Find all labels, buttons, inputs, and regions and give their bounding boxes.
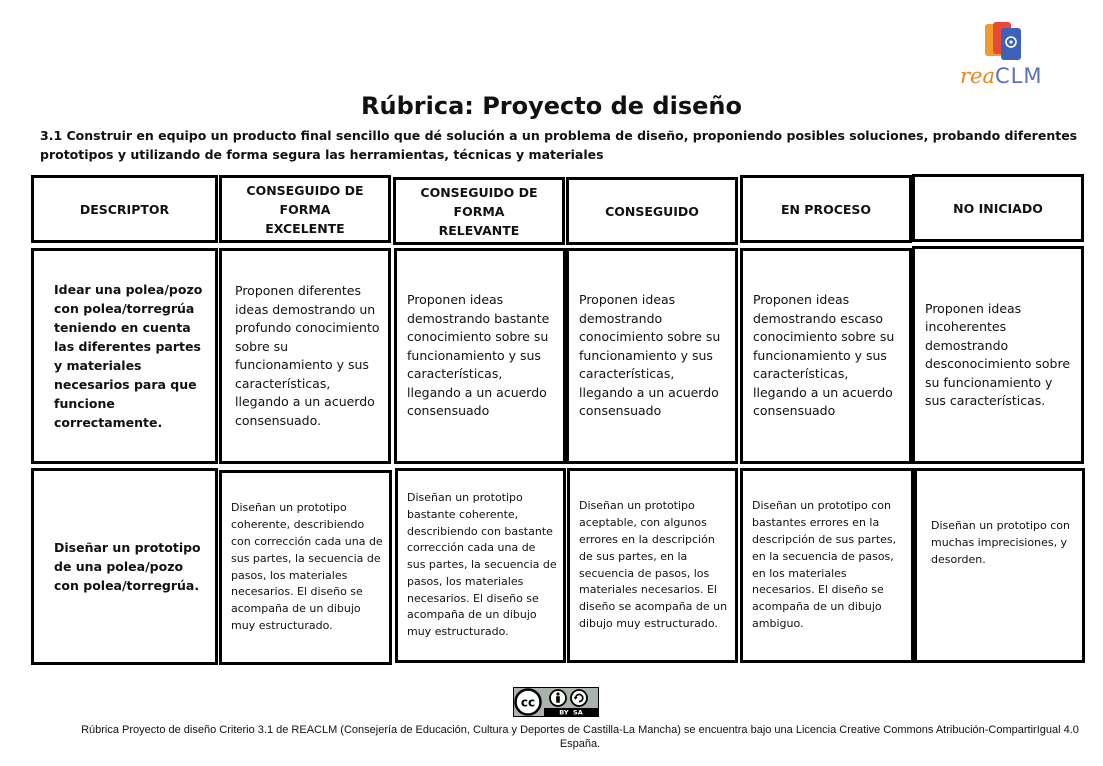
header-no-iniciado: NO INICIADO <box>912 174 1084 242</box>
license-footer: Rúbrica Proyecto de diseño Criterio 3.1 de REACLM (Consejería de Educación, Cultura y Deportes de Castilla-La Mancha) se encuentra bajo una Licencia Creative Commons Atribución-CompartirIgual 4.0 España. <box>81 724 1079 750</box>
header-en-proceso: EN PROCESO <box>740 175 912 243</box>
cc-badge-text: BY SA <box>559 708 583 717</box>
criterion-subtitle: 3.1 Construir en equipo un producto final sencillo que dé solución a un problema de diseño, proponiendo posibles soluciones, probando diferentes prototipos y utilizando de forma segura las herramientas, técnicas y materiales <box>40 128 1078 162</box>
row-1-excelente: Proponen diferentes ideas demostrando un profundo conocimiento sobre su funcionamiento y sus características, llegando a un acuerdo consensuado. <box>219 248 391 464</box>
reaclm-logo <box>955 20 1055 90</box>
row-2-relevante: Diseñan un prototipo bastante coherente, describiendo con bastante corrección cada una de sus partes, la secuencia de pasos, los materiales necesarios. El diseño se acompaña de un dibujo muy estructurado. <box>395 468 566 663</box>
reaclm-logo-icon <box>983 20 1025 64</box>
header-relevante: CONSEGUIDO DE FORMA RELEVANTE <box>393 177 565 245</box>
row-2-conseguido: Diseñan un prototipo aceptable, con algunos errores en la descripción de sus partes, en la secuencia de pasos, los materiales necesarios. El diseño se acompaña de un dibujo muy estructurado. <box>567 468 738 663</box>
row-1-no-iniciado: Proponen ideas incoherentes demostrando desconocimiento sobre su funcionamiento y sus características. <box>912 246 1084 464</box>
page-title: Rúbrica: Proyecto de diseño <box>361 92 742 120</box>
descriptor-row-2: Diseñar un prototipo de una polea/pozo con polea/torregrúa. <box>31 468 218 665</box>
header-descriptor: DESCRIPTOR <box>31 175 218 243</box>
row-2-no-iniciado: Diseñan un prototipo con muchas imprecisiones, y desorden. <box>914 468 1085 663</box>
cc-icon <box>516 690 541 715</box>
header-conseguido: CONSEGUIDO <box>566 177 738 245</box>
svg-text:cc: cc <box>520 695 536 710</box>
row-1-relevante: Proponen ideas demostrando bastante conocimiento sobre su funcionamiento y sus características, llegando a un acuerdo consensuado <box>394 248 566 464</box>
cc-license-badge[interactable] <box>513 687 599 717</box>
row-2-en-proceso: Diseñan un prototipo con bastantes errores en la descripción de sus partes, en la secuencia de pasos, en los materiales necesarios. El diseño se acompaña de un dibujo ambiguo. <box>740 468 914 663</box>
row-1-en-proceso: Proponen ideas demostrando escaso conocimiento sobre su funcionamiento y sus características, llegando a un acuerdo consensuado <box>740 248 912 464</box>
reaclm-logo-text: reaCLM <box>960 64 1043 88</box>
sa-icon <box>571 690 587 706</box>
row-1-conseguido: Proponen ideas demostrando conocimiento sobre su funcionamiento y sus características, llegando a un acuerdo consensuado <box>566 248 738 464</box>
header-excelente: CONSEGUIDO DE FORMA EXCELENTE <box>219 175 391 243</box>
descriptor-row-1: Idear una polea/pozo con polea/torregrúa teniendo en cuenta las diferentes partes y materiales necesarios para que funcione correctamente. <box>31 248 218 464</box>
by-icon <box>550 690 566 706</box>
row-2-excelente: Diseñan un prototipo coherente, describiendo con corrección cada una de sus partes, la secuencia de pasos, los materiales necesarios. El diseño se acompaña de un dibujo muy estructurado. <box>219 470 392 665</box>
